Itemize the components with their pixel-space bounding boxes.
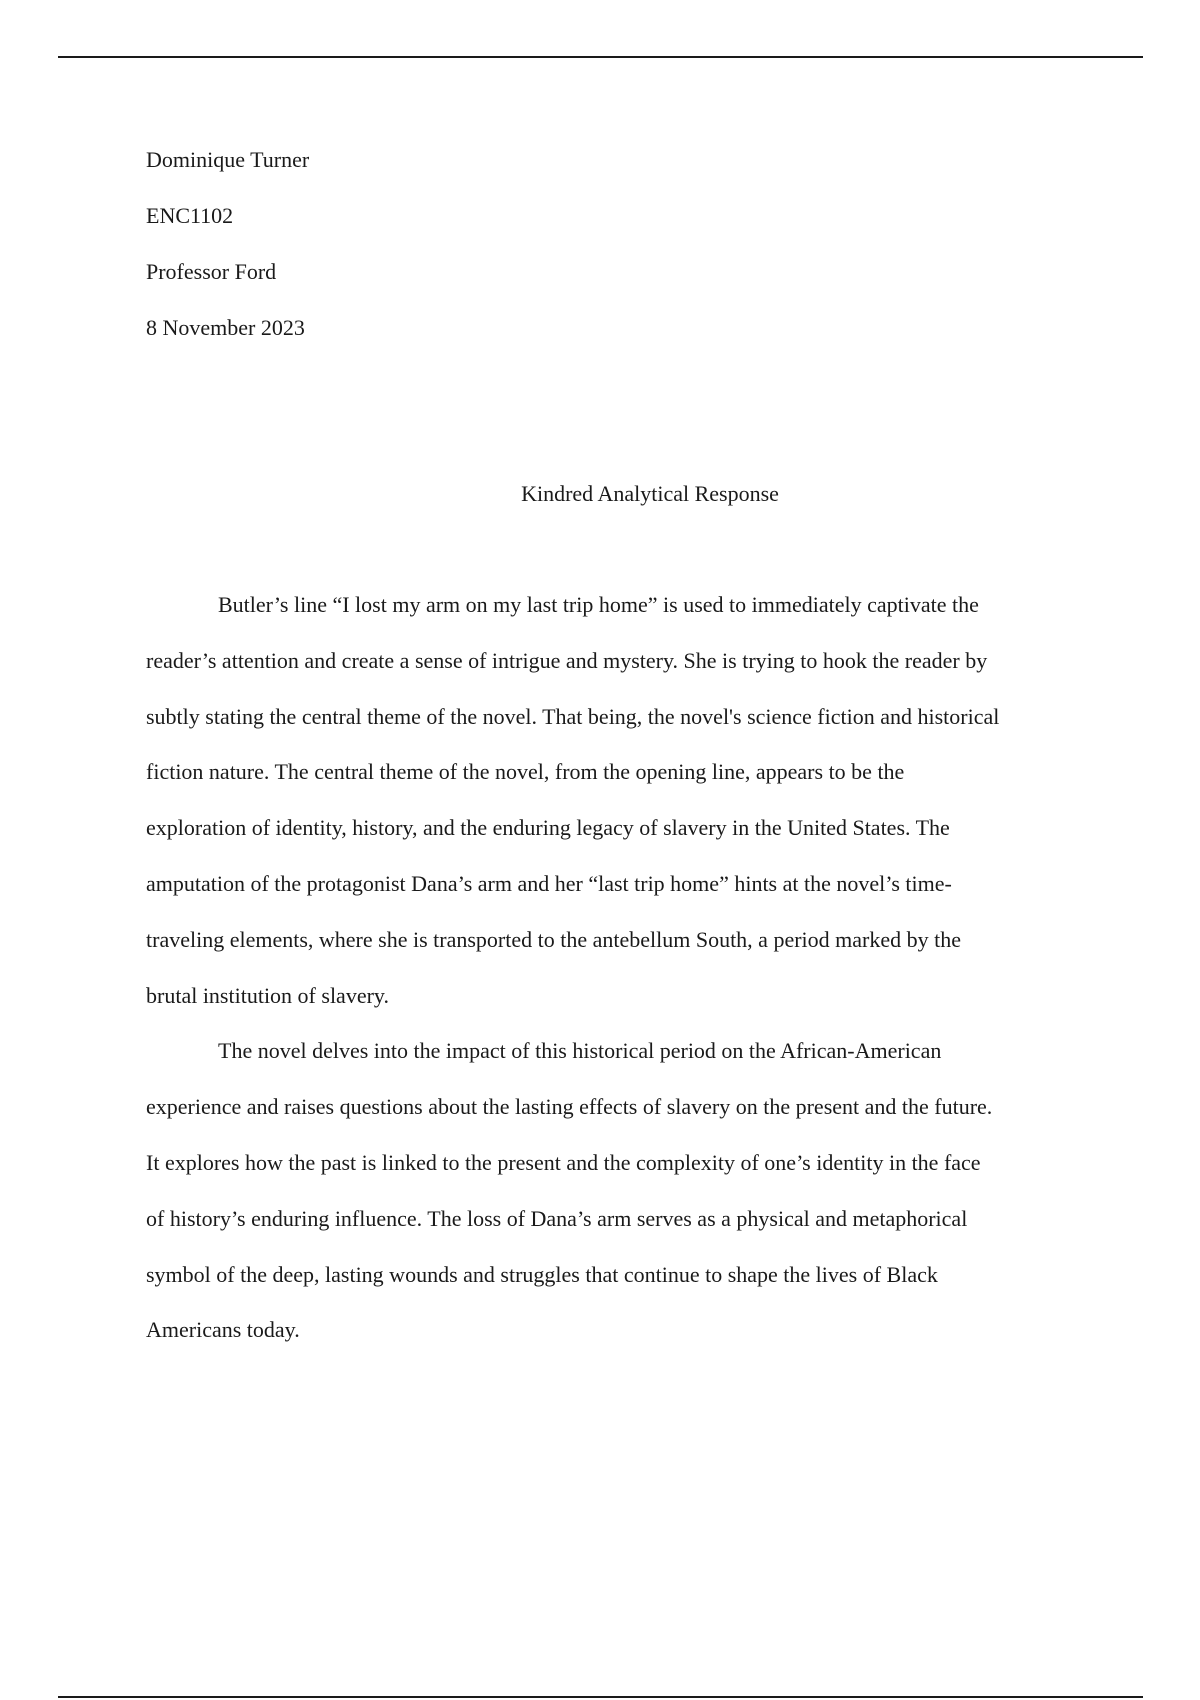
mla-heading	[146, 141, 309, 365]
paragraph-2	[146, 1033, 1096, 1368]
paragraph-line: traveling elements, where she is transported to the antebellum South, a period marked by the	[146, 926, 961, 952]
document-title: Kindred Analytical Response	[521, 481, 779, 506]
top-border-line	[58, 56, 1143, 58]
paragraph-1	[146, 587, 1096, 1033]
document-date: 8 November 2023	[146, 315, 305, 340]
paragraph-line: The novel delves into the impact of this historical period on the African-American	[218, 1038, 942, 1064]
paragraph-line: Americans today.	[146, 1317, 300, 1343]
paragraph-line: subtly stating the central theme of the novel. That being, the novel's science fiction and historical	[146, 703, 1000, 729]
paragraph-line: reader’s attention and create a sense of intrigue and mystery. She is trying to hook the reader by	[146, 647, 988, 673]
paragraph-line: of history’s enduring influence. The loss of Dana’s arm serves as a physical and metaphorical	[146, 1205, 968, 1231]
paragraph-line: symbol of the deep, lasting wounds and struggles that continue to shape the lives of Black	[146, 1261, 938, 1287]
paragraph-line: amputation of the protagonist Dana’s arm and her “last trip home” hints at the novel’s time-	[146, 870, 952, 896]
paragraph-line: fiction nature. The central theme of the novel, from the opening line, appears to be the	[146, 759, 905, 785]
paragraph-line: It explores how the past is linked to the present and the complexity of one’s identity in the face	[146, 1149, 981, 1175]
paragraph-line: exploration of identity, history, and the enduring legacy of slavery in the United States. The	[146, 815, 950, 841]
document-body	[146, 587, 1096, 1368]
paragraph-line: brutal institution of slavery.	[146, 982, 389, 1008]
paragraph-line: Butler’s line “I lost my arm on my last trip home” is used to immediately captivate the	[218, 592, 979, 617]
author-name: Dominique Turner	[146, 147, 310, 172]
bottom-border-line	[58, 1696, 1143, 1698]
paragraph-line: experience and raises questions about the lasting effects of slavery on the present and the future.	[146, 1094, 993, 1120]
course-code: ENC1102	[146, 203, 234, 228]
instructor-name: Professor Ford	[146, 259, 277, 284]
